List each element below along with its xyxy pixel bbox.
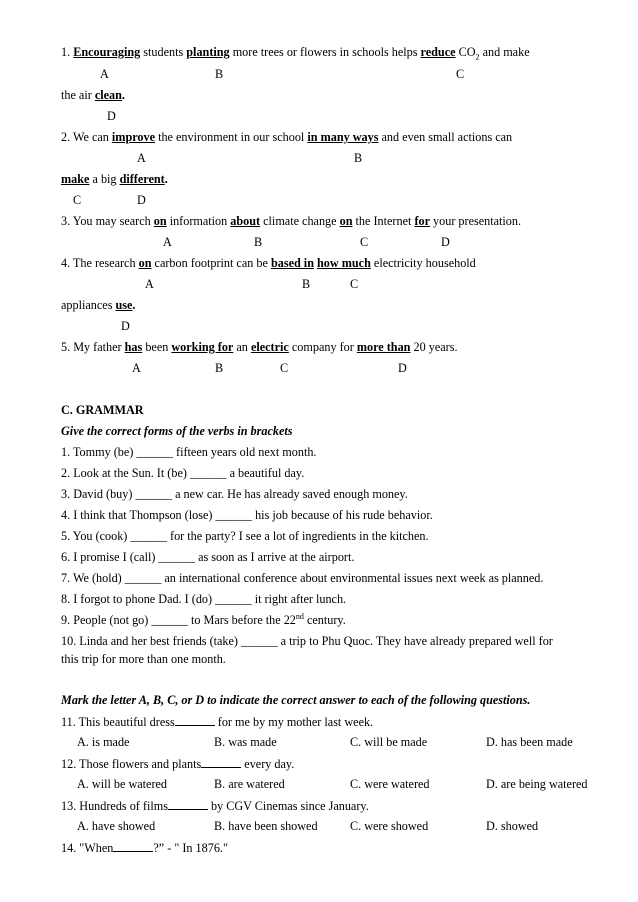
option-c[interactable]: C. were showed <box>350 819 429 833</box>
grammar-instruction: Give the correct forms of the verbs in brackets <box>61 424 293 438</box>
answer-blank <box>168 798 208 810</box>
question-number: 5. <box>61 340 71 354</box>
option-c[interactable]: C. were watered <box>350 777 430 791</box>
section-heading: C. GRAMMAR <box>61 403 144 417</box>
mcq-question-14 <box>61 840 228 855</box>
option-a[interactable]: A. have showed <box>77 819 156 833</box>
underlined-word-d: clean <box>94 88 122 102</box>
underlined-word-c: how much <box>317 256 371 270</box>
text: for me by my mother last week. <box>217 715 374 729</box>
grammar-item-2: 2. Look at the Sun. It (be) ______ a beautiful day. <box>61 466 305 480</box>
underlined-word-d: use <box>115 298 133 312</box>
grammar-item-5: 5. You (cook) ______ for the party? I see a lot of ingredients in the kitchen. <box>61 529 429 543</box>
text: . <box>121 88 125 102</box>
letter-c: C <box>456 67 465 81</box>
text: the air <box>61 88 92 102</box>
subscript: 2 <box>475 52 480 62</box>
letter-d: D <box>107 109 116 123</box>
answer-blank <box>201 756 241 768</box>
grammar-item-7: 7. We (hold) ______ an international conference about environmental issues next week as planned. <box>61 571 544 585</box>
question-2-line-2 <box>61 172 168 186</box>
grammar-item-6: 6. I promise I (call) ______ as soon as I arrive at the airport. <box>61 550 355 564</box>
question-2-line-1 <box>61 130 512 144</box>
text: 14. "When <box>61 841 114 855</box>
text: appliances <box>61 298 113 312</box>
answer-blank <box>175 714 215 726</box>
option-a[interactable]: A. will be watered <box>77 777 168 791</box>
letter-d: D <box>137 193 146 207</box>
letter-a: A <box>163 235 172 249</box>
underlined-word-a: has <box>124 340 143 354</box>
underlined-word-b: working for <box>171 340 234 354</box>
letter-a: A <box>100 67 109 81</box>
underlined-word-b: based in <box>270 256 314 270</box>
text: a big <box>92 172 117 186</box>
grammar-item-10-line-2: this trip for more than one month. <box>61 652 226 666</box>
text: students <box>143 45 184 59</box>
letter-d: D <box>398 361 407 375</box>
underlined-word-a: improve <box>111 130 156 144</box>
underlined-word-a: Encouraging <box>73 45 141 59</box>
option-d[interactable]: D. showed <box>486 819 539 833</box>
text: 9. People (not go) ______ to Mars before the 22 <box>61 613 296 627</box>
grammar-item-8: 8. I forgot to phone Dad. I (do) ______ it right after lunch. <box>61 592 347 606</box>
text: . <box>132 298 136 312</box>
text: your presentation. <box>433 214 522 228</box>
letter-c: C <box>280 361 289 375</box>
letter-b: B <box>215 67 224 81</box>
underlined-word-c: electric <box>250 340 289 354</box>
question-4-line-2 <box>61 298 135 312</box>
text: and make <box>482 45 530 59</box>
option-a[interactable]: A. is made <box>77 735 130 749</box>
underlined-word-b: planting <box>186 45 230 59</box>
text: You may search <box>72 214 151 228</box>
superscript: nd <box>295 611 304 621</box>
underlined-word-c: on <box>339 214 353 228</box>
option-d[interactable]: D. are being watered <box>486 777 588 791</box>
letter-a: A <box>145 277 154 291</box>
grammar-item-3: 3. David (buy) ______ a new car. He has already saved enough money. <box>61 487 408 501</box>
mcq-question-12 <box>61 756 294 771</box>
mcq-instruction: Mark the letter A, B, C, or D to indicate the correct answer to each of the following questions. <box>61 693 531 707</box>
option-d[interactable]: D. has been made <box>486 735 573 749</box>
text: the Internet <box>355 214 412 228</box>
text: . <box>164 172 168 186</box>
text: every day. <box>244 757 295 771</box>
question-number: 4. <box>61 256 71 270</box>
letter-d: D <box>441 235 450 249</box>
underlined-word-d: for <box>414 214 430 228</box>
option-b[interactable]: B. was made <box>214 735 277 749</box>
answer-blank <box>113 840 153 852</box>
letter-a: A <box>137 151 146 165</box>
text: by CGV Cinemas since January. <box>211 799 369 813</box>
letter-c: C <box>360 235 369 249</box>
letter-c: C <box>73 193 82 207</box>
option-c[interactable]: C. will be made <box>350 735 428 749</box>
text: more trees or flowers in schools helps <box>232 45 418 59</box>
text: the environment in our school <box>158 130 305 144</box>
text: climate change <box>263 214 337 228</box>
text: 12. Those flowers and plants <box>61 757 202 771</box>
question-5-line-1 <box>61 340 458 354</box>
question-number: 1. <box>61 45 71 59</box>
text: century. <box>303 613 346 627</box>
underlined-word-b: in many ways <box>307 130 379 144</box>
question-number: 2. <box>61 130 71 144</box>
text: company for <box>291 340 354 354</box>
question-3-line-1 <box>61 214 521 228</box>
text <box>458 45 480 62</box>
text: carbon footprint can be <box>154 256 268 270</box>
underlined-word-d: more than <box>356 340 411 354</box>
grammar-item-9 <box>61 613 346 627</box>
underlined-word-c: reduce <box>420 45 456 59</box>
question-1-line-1 <box>61 45 530 62</box>
mcq-question-11 <box>61 714 373 729</box>
grammar-item-1: 1. Tommy (be) ______ fifteen years old next month. <box>61 445 317 459</box>
question-number: 3. <box>61 214 71 228</box>
letter-c: C <box>350 277 359 291</box>
question-1-line-2 <box>61 88 125 102</box>
grammar-item-4: 4. I think that Thompson (lose) ______ his job because of his rude behavior. <box>61 508 433 522</box>
text: been <box>145 340 169 354</box>
underlined-word-b: about <box>230 214 261 228</box>
text: 13. Hundreds of films <box>61 799 168 813</box>
text: an <box>236 340 248 354</box>
text: The research <box>72 256 136 270</box>
text: ?” - " In 1876." <box>153 841 228 855</box>
underlined-word-d: different <box>119 172 165 186</box>
letter-b: B <box>254 235 263 249</box>
text: My father <box>73 340 122 354</box>
underlined-word-a: on <box>153 214 167 228</box>
underlined-word-c: make <box>61 172 90 186</box>
letter-b: B <box>302 277 311 291</box>
text: CO <box>458 45 476 59</box>
text: 11. This beautiful dress <box>61 715 175 729</box>
grammar-item-10-line-1: 10. Linda and her best friends (take) ______ a trip to Phu Quoc. They have already prepared well for <box>61 634 553 648</box>
mcq-question-13 <box>61 798 369 813</box>
text: information <box>169 214 228 228</box>
letter-b: B <box>354 151 363 165</box>
text: electricity household <box>373 256 476 270</box>
letter-a: A <box>132 361 141 375</box>
letter-b: B <box>215 361 224 375</box>
text: 20 years. <box>413 340 458 354</box>
option-b[interactable]: B. have been showed <box>214 819 318 833</box>
option-b[interactable]: B. are watered <box>214 777 285 791</box>
text: and even small actions can <box>381 130 513 144</box>
letter-d: D <box>121 319 130 333</box>
underlined-word-a: on <box>138 256 152 270</box>
text: We can <box>72 130 109 144</box>
question-4-line-1 <box>61 256 476 270</box>
